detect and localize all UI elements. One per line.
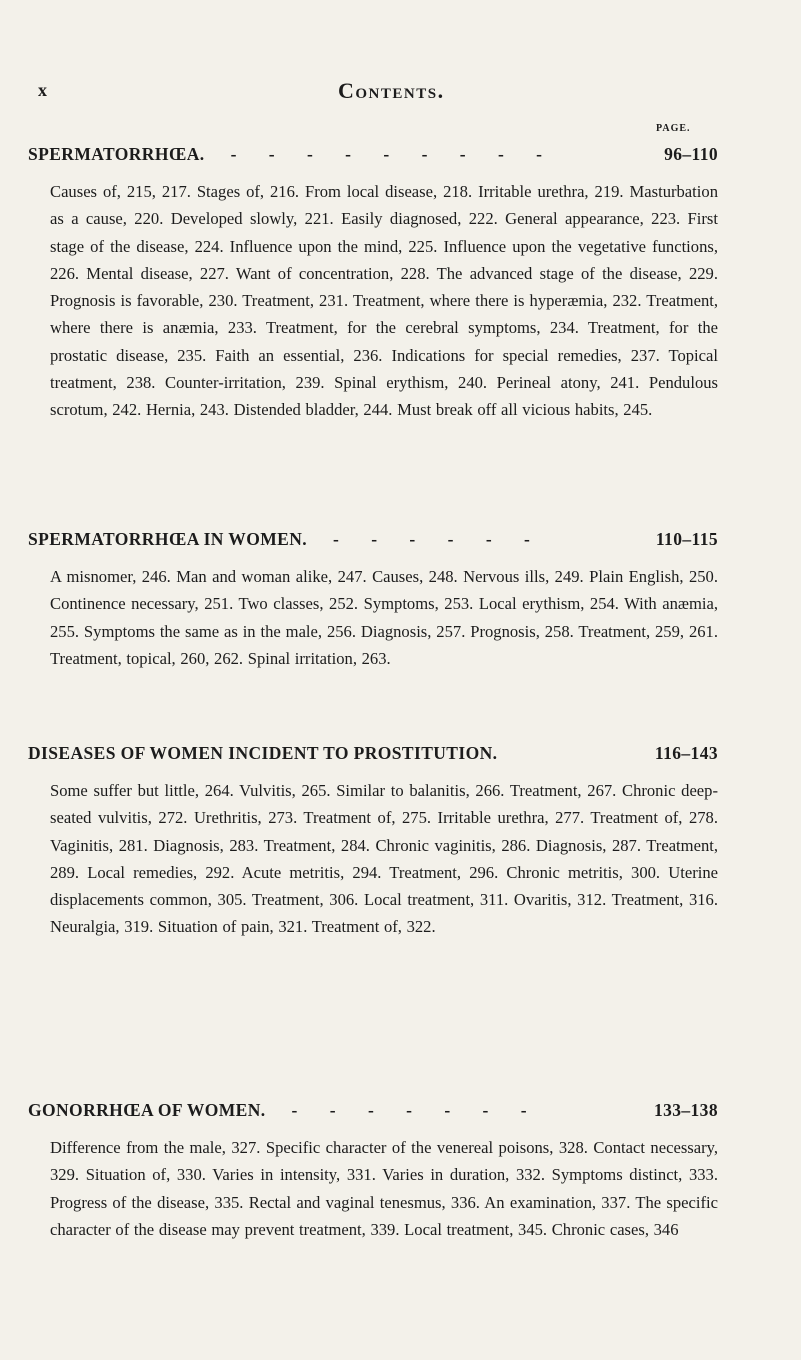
section-title: GONORRHŒA OF WOMEN. bbox=[28, 1100, 266, 1120]
section-summary: Difference from the male, 327. Specific character of the venereal poisons, 328. Contact necessary, 329. Situation of, 330. Varies in intensity, 331. Varies in duration, 332. Symptoms distinct, 333. Progress of the disease, 335. Rectal and vaginal tenesmus, 336. An examination, 337. The specific character of the disease may prevent treatment, 339. Local treatment, 345. Chronic cases, 346 bbox=[50, 1138, 718, 1239]
section-heading bbox=[28, 144, 718, 165]
section-title: DISEASES OF WOMEN INCIDENT TO PROSTITUTION. bbox=[28, 743, 498, 763]
page-number: x bbox=[38, 80, 48, 100]
page-range: 110–115 bbox=[655, 529, 718, 549]
page-header bbox=[38, 78, 738, 108]
dot-leader: - - - - - - bbox=[333, 529, 544, 549]
contents-section-spermatorrhoea bbox=[28, 144, 718, 424]
page-range: 116–143 bbox=[654, 743, 718, 763]
section-summary: A misnomer, 246. Man and woman alike, 247. Causes, 248. Nervous ills, 249. Plain English, 250. Continence necessary, 251. Two classes, 252. Symptoms, 253. Local erythism, 254. With anæmia, 255. Symptoms the same as in the male, 256. Diagnosis, 257. Prognosis, 258. Treatment, 259, 261. Treatment, topical, 260, 262. Spinal irritation, 263. bbox=[50, 567, 718, 668]
section-summary: Some suffer but little, 264. Vulvitis, 265. Similar to balanitis, 266. Treatment, 267. Chronic deep-seated vulvitis, 272. Urethritis, 273. Treatment of, 275. Irritable urethra, 277. Treatment of, 278. Vaginitis, 281. Diagnosis, 283. Treatment, 284. Chronic vaginitis, 286. Diagnosis, 287. Treatment, 289. Local remedies, 292. Acute metritis, 294. Treatment, 296. Chronic metritis, 300. Uterine displacements common, 305. Treatment, 306. Local treatment, 311. Ovaritis, 312. Treatment, 316. Neuralgia, 319. Situation of pain, 321. Treatment of, 322. bbox=[50, 781, 718, 937]
contents-section-spermatorrhoea-in-women bbox=[28, 529, 718, 672]
section-title: SPERMATORRHŒA. bbox=[28, 144, 205, 164]
dot-leader: - - - - - - - - - bbox=[230, 144, 557, 164]
section-heading bbox=[28, 1100, 718, 1121]
page-range: 133–138 bbox=[653, 1100, 718, 1120]
section-heading bbox=[28, 743, 718, 764]
section-title: SPERMATORRHŒA IN WOMEN. bbox=[28, 529, 308, 549]
contents-section-diseases-of-women bbox=[28, 743, 718, 941]
page-range: 96–110 bbox=[664, 144, 718, 164]
contents-section-gonorrhoea-of-women bbox=[28, 1100, 718, 1243]
section-heading bbox=[28, 529, 718, 550]
page-column-label: PAGE. bbox=[656, 123, 691, 134]
running-title: Contents. bbox=[338, 78, 445, 103]
dot-leader: - - - - - - - bbox=[291, 1100, 541, 1120]
section-summary: Causes of, 215, 217. Stages of, 216. From local disease, 218. Irritable urethra, 219. Masturbation as a cause, 220. Developed slowly, 221. Easily diagnosed, 222. General appearance, 223. First stage of the disease, 224. Influence upon the mind, 225. Influence upon the vegetative functions, 226. Mental disease, 227. Want of concentration, 228. The advanced stage of the disease, 229. Prognosis is favorable, 230. Treatment, 231. Treatment, where there is hyperæmia, 232. Treatment, where there is anæmia, 233. Treatment, for the cerebral symptoms, 234. Treatment, for the prostatic disease, 235. Faith an essential, 236. Indications for special remedies, 237. Topical treatment, 238. Counter-irritation, 239. Spinal erythism, 240. Perineal atony, 241. Pendulous scrotum, 242. Hernia, 243. Distended bladder, 244. Must break off all vicious habits, 245. bbox=[50, 182, 718, 420]
